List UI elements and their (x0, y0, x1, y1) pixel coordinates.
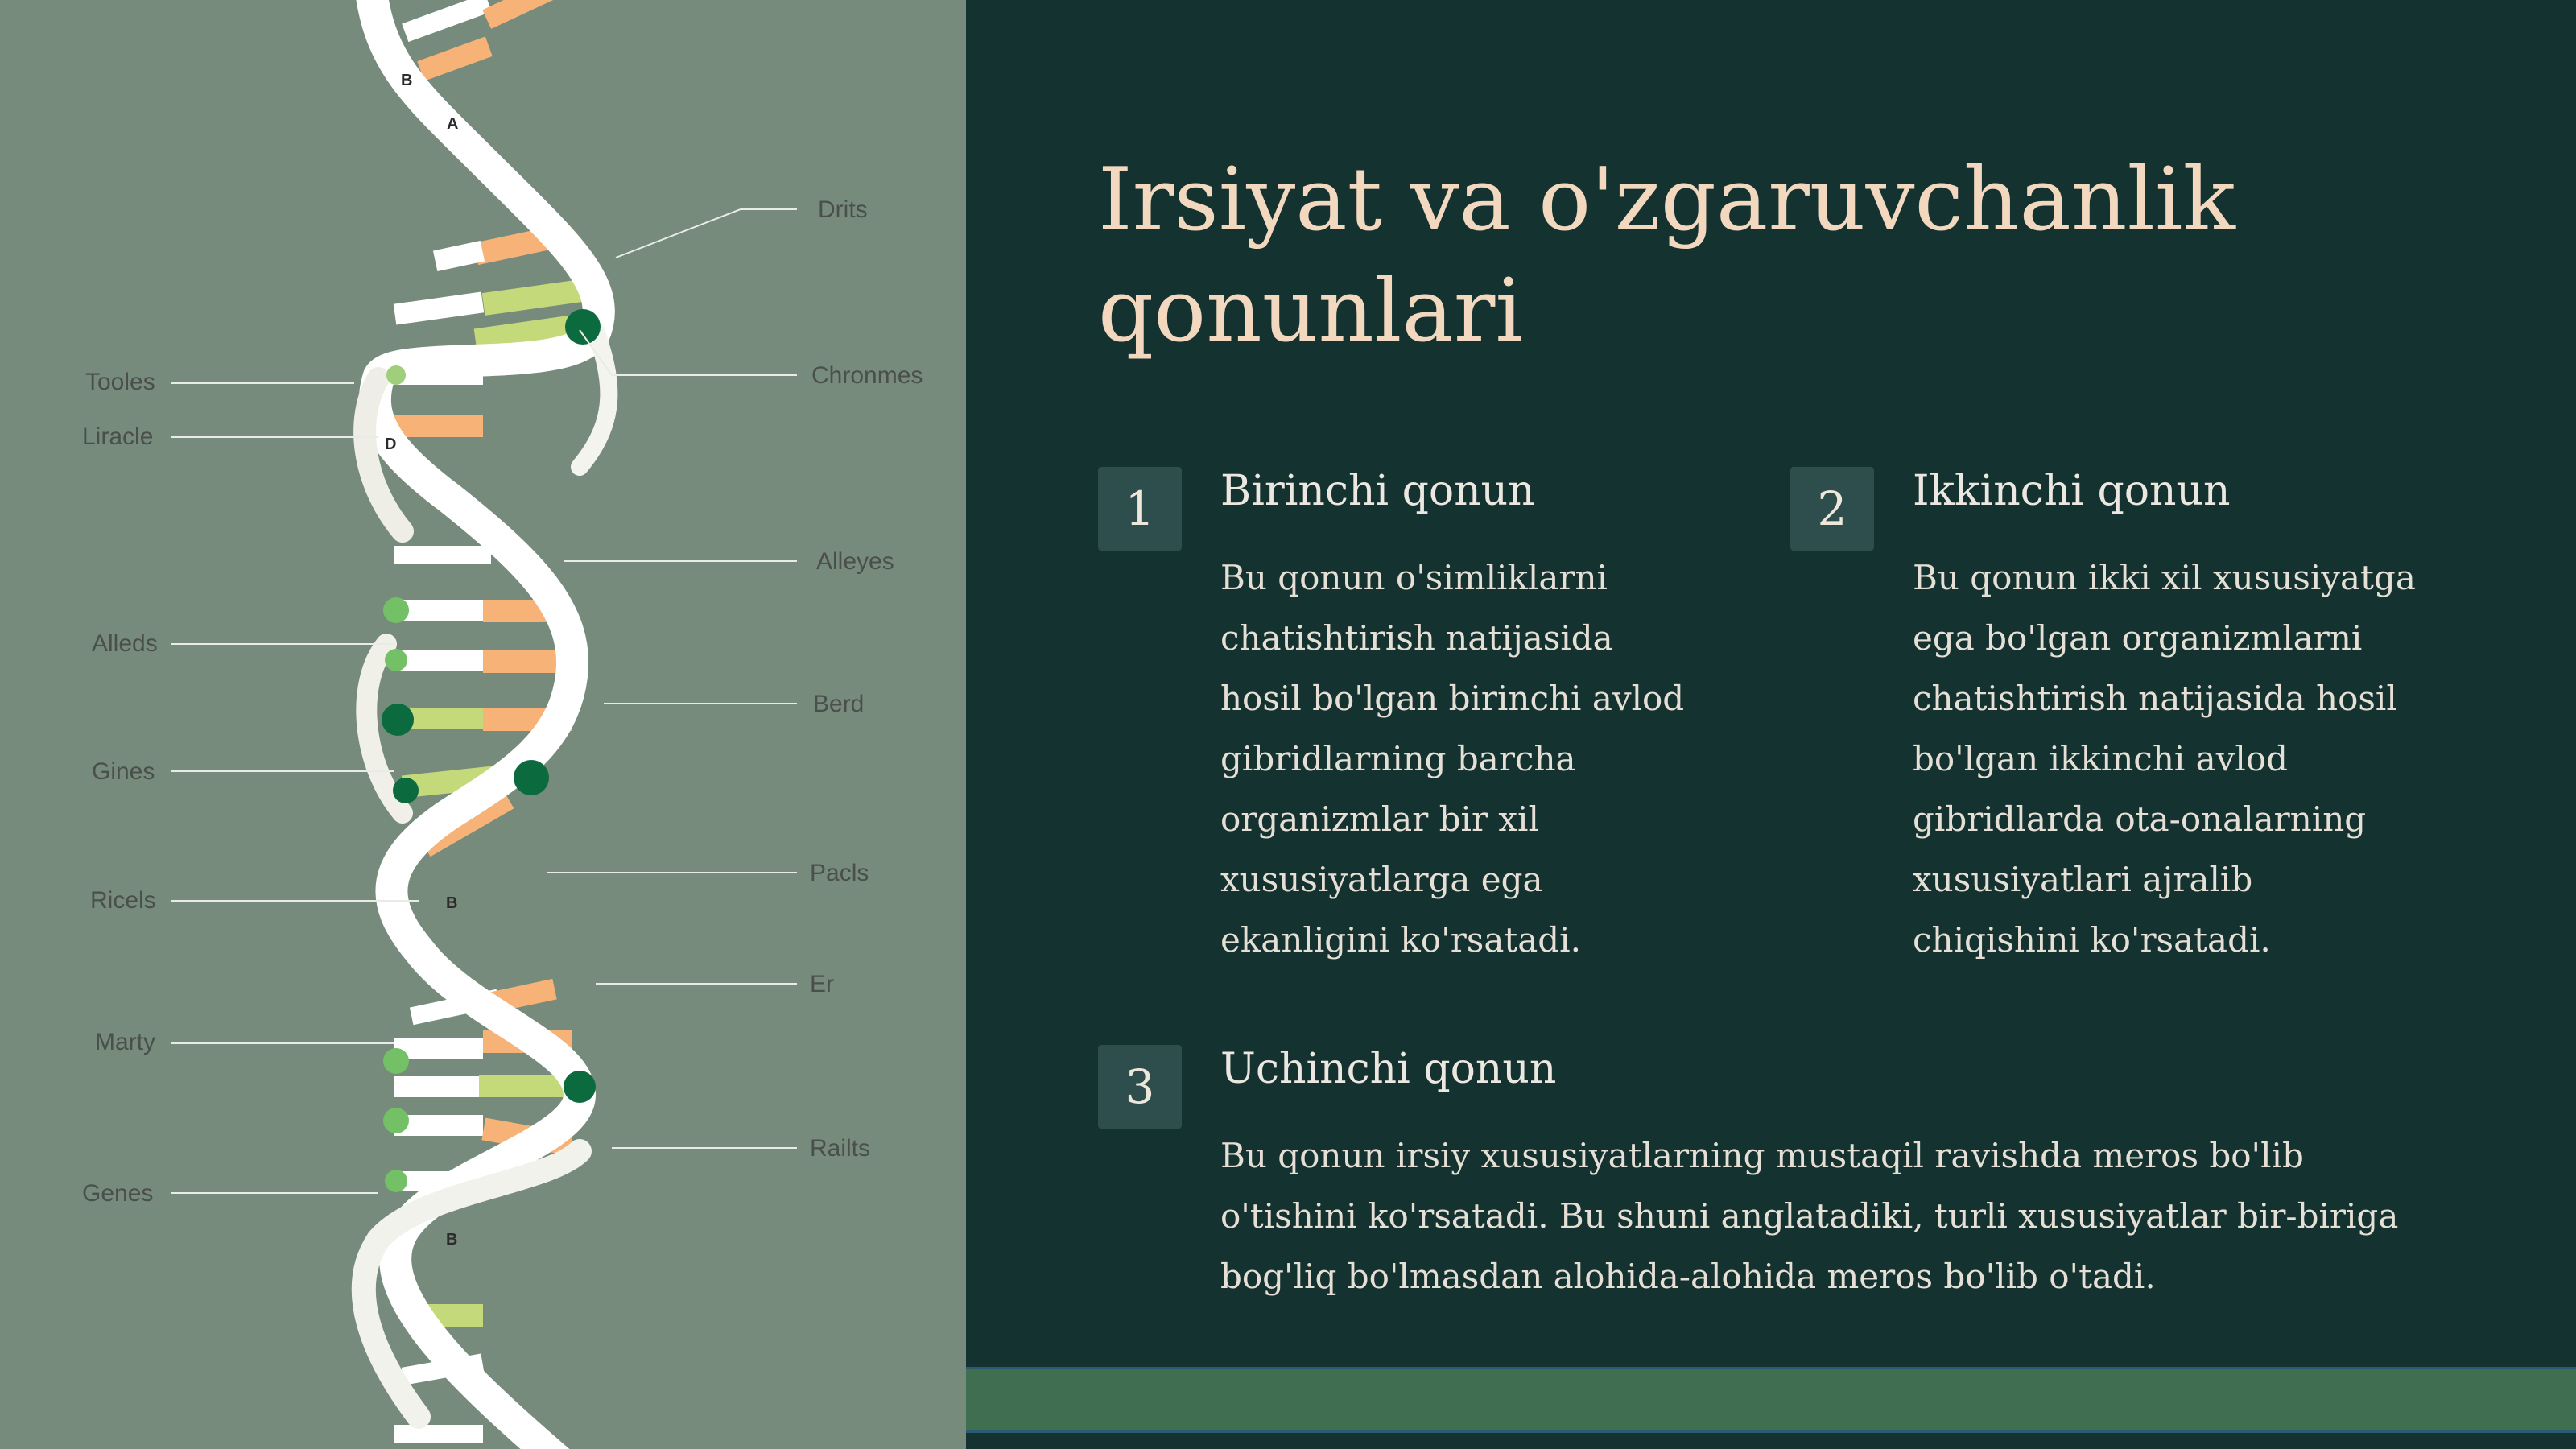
dna-helix-image (0, 0, 966, 1449)
dna-illustration (0, 0, 966, 1449)
dna-label-er: Er (810, 971, 834, 997)
dna-label-berd: Berd (813, 691, 865, 717)
dna-label-chronmes: Chronmes (811, 362, 923, 389)
dna-letter-b2: B (446, 894, 458, 912)
dna-label-marty: Marty (95, 1029, 155, 1055)
dna-letter-b3: B (446, 1231, 458, 1249)
law-card-2 (1790, 467, 2418, 982)
dna-label-gines: Gines (92, 758, 155, 785)
dna-letter-a: A (447, 115, 459, 133)
dna-label-genes: Genes (82, 1180, 154, 1207)
law-description: Bu qonun o'simliklarni chatishtirish natijasida hosil bo'lgan birinchi avlod gibridlarning barcha organizmlar bir xil xususiyatlarga ega ekanligini ko'rsatadi. (1220, 558, 1685, 960)
law-heading: Ikkinchi qonun (1913, 467, 2231, 515)
dna-label-ricels: Ricels (90, 887, 156, 914)
dna-letter-b1: B (401, 72, 413, 89)
dna-label-alleyes: Alleyes (816, 548, 894, 575)
law-card-3 (1098, 1045, 2467, 1335)
dna-label-liracle: Liracle (82, 423, 154, 450)
dna-label-railts: Railts (810, 1135, 871, 1162)
dna-label-tooles: Tooles (85, 369, 155, 395)
content-panel (966, 0, 2576, 1449)
law-heading: Birinchi qonun (1220, 467, 1535, 515)
page-title: Irsiyat va o'zgaruvchanlik qonunlari (1098, 150, 2235, 361)
law-heading: Uchinchi qonun (1220, 1045, 1557, 1093)
dna-label-alleds: Alleds (92, 630, 158, 657)
law-description: Bu qonun irsiy xususiyatlarning mustaqil ravishda meros bo'lib o'tishini ko'rsatadi. Bu shuni anglatadiki, turli xususiyatlar bir-biriga bog'liq bo'lmasdan alohida-alohida meros bo'lib o'tadi. (1220, 1136, 2399, 1296)
dna-label-drits: Drits (818, 196, 868, 223)
law-number-badge: 3 (1098, 1045, 1182, 1129)
dna-letter-d: D (385, 436, 397, 453)
law-number-badge: 1 (1098, 467, 1182, 551)
law-description: Bu qonun ikki xil xususiyatga ega bo'lgan organizmlarni chatishtirish natijasida hosil bo'lgan ikkinchi avlod gibridlarda ota-onalarning xususiyatlari ajralib chiqishini ko'rsatadi. (1913, 558, 2416, 960)
law-number-badge: 2 (1790, 467, 1874, 551)
dna-label-pacls: Pacls (810, 860, 869, 886)
law-card-1 (1098, 467, 1694, 982)
footer-accent-bar (966, 1367, 2576, 1433)
